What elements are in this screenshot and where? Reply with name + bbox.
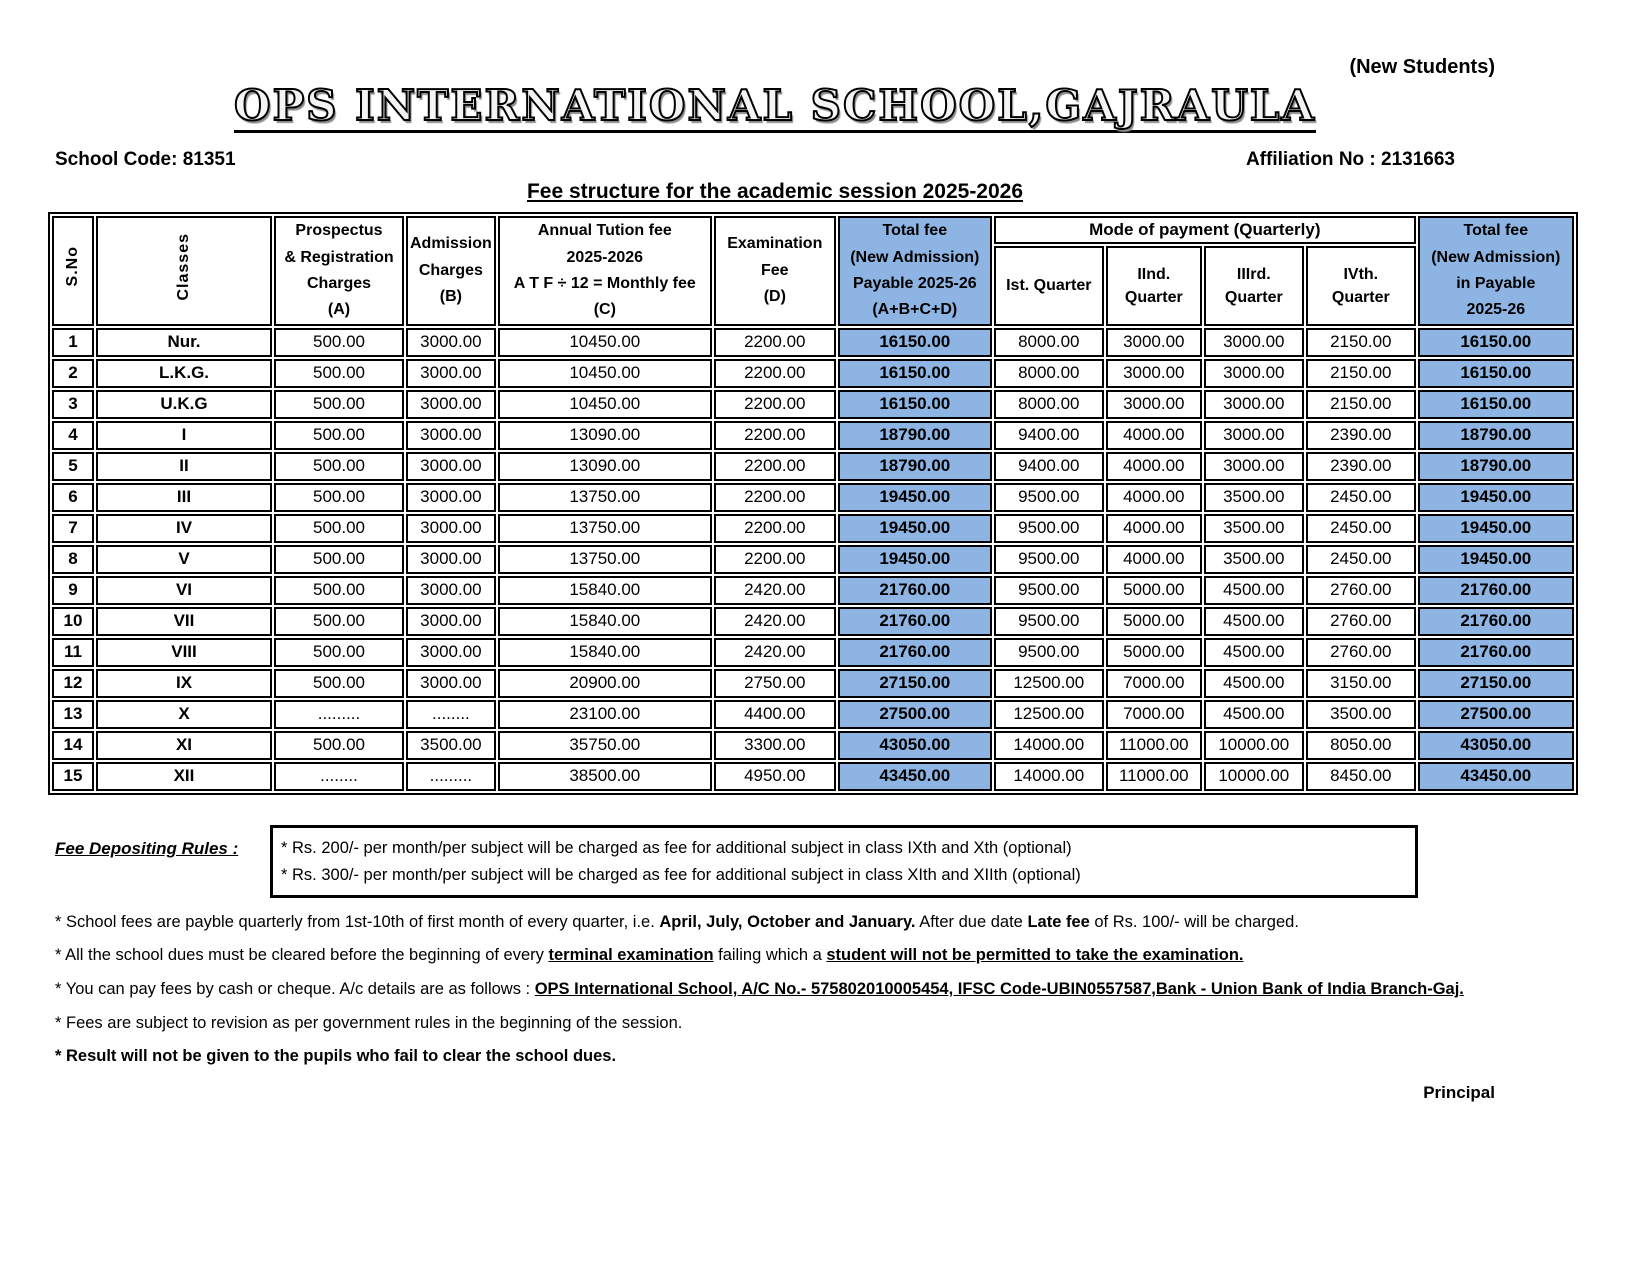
cell-total2: 16150.00 [1418,359,1574,388]
cell-cls: III [96,483,272,512]
fee-depositing-rules-label: Fee Depositing Rules : [55,838,239,858]
cell-q2: 4000.00 [1106,452,1202,481]
table-row [52,638,1574,667]
cell-a: ........ [274,762,404,791]
fee-depositing-rules-box [270,825,1418,898]
cell-cls: V [96,545,272,574]
cell-a: 500.00 [274,514,404,543]
cell-q3: 10000.00 [1204,731,1304,760]
table-row [52,762,1574,791]
cell-total2: 21760.00 [1418,576,1574,605]
table-row [52,452,1574,481]
note: * School fees are payble quarterly from 1st-10th of first month of every quarter, i.e. April, July, October and January. After due date Late fee of Rs. 100/- will be charged. [55,912,1299,931]
cell-q2: 4000.00 [1106,421,1202,450]
cell-a: 500.00 [274,328,404,357]
cell-q2: 5000.00 [1106,607,1202,636]
cell-q2: 7000.00 [1106,700,1202,729]
cell-total2: 18790.00 [1418,452,1574,481]
cell-q3: 3500.00 [1204,514,1304,543]
cell-d: 3300.00 [714,731,836,760]
cell-b: 3000.00 [406,514,496,543]
cell-b: 3000.00 [406,421,496,450]
cell-q2: 4000.00 [1106,545,1202,574]
cell-q4: 2150.00 [1306,328,1416,357]
cell-total: 19450.00 [838,483,992,512]
notes-section [55,912,1650,1067]
cell-c: 10450.00 [498,328,712,357]
cell-sno: 6 [52,483,94,512]
cell-q1: 9500.00 [994,638,1104,667]
cell-total2: 19450.00 [1418,545,1574,574]
new-students-label: (New Students) [1349,56,1495,78]
table-row [52,700,1574,729]
cell-sno: 1 [52,328,94,357]
cell-total2: 19450.00 [1418,514,1574,543]
cell-cls: Nur. [96,328,272,357]
cell-cls: IV [96,514,272,543]
header-classes: Classes [96,216,272,326]
cell-a: 500.00 [274,359,404,388]
cell-total: 27150.00 [838,669,992,698]
cell-a: ......... [274,700,404,729]
cell-d: 4950.00 [714,762,836,791]
affiliation-no: Affiliation No : 2131663 [1245,149,1455,171]
cell-q4: 2760.00 [1306,576,1416,605]
cell-total: 19450.00 [838,514,992,543]
cell-q1: 9500.00 [994,545,1104,574]
cell-q1: 12500.00 [994,669,1104,698]
page-subtitle: Fee structure for the academic session 2025-2026 [526,180,1024,204]
cell-q2: 5000.00 [1106,576,1202,605]
cell-q2: 4000.00 [1106,514,1202,543]
cell-b: 3000.00 [406,576,496,605]
cell-c: 13750.00 [498,483,712,512]
cell-q4: 2760.00 [1306,607,1416,636]
cell-sno: 14 [52,731,94,760]
cell-q4: 8050.00 [1306,731,1416,760]
cell-q2: 3000.00 [1106,390,1202,419]
cell-c: 10450.00 [498,390,712,419]
header-total-fee-left: Total fee (New Admission) Payable 2025-26 (A+B+C+D) [838,216,992,326]
cell-q3: 3000.00 [1204,421,1304,450]
cell-c: 23100.00 [498,700,712,729]
cell-total2: 43050.00 [1418,731,1574,760]
table-row [52,421,1574,450]
table-row [52,514,1574,543]
cell-b: ........ [406,700,496,729]
cell-c: 15840.00 [498,638,712,667]
header-prospectus: Prospectus & Registration Charges (A) [274,216,404,326]
header-exam-fee: Examination Fee (D) [714,216,836,326]
cell-d: 2200.00 [714,452,836,481]
header-quarter-1: Ist. Quarter [994,246,1104,326]
header-total-fee-right: Total fee (New Admission) in Payable 2025-26 [1418,216,1574,326]
cell-c: 20900.00 [498,669,712,698]
note: * Result will not be given to the pupils who fail to clear the school dues. [55,1047,617,1066]
cell-q3: 3500.00 [1204,483,1304,512]
cell-q2: 11000.00 [1106,762,1202,791]
cell-total2: 18790.00 [1418,421,1574,450]
cell-d: 2200.00 [714,328,836,357]
cell-q2: 11000.00 [1106,731,1202,760]
table-row [52,359,1574,388]
cell-total2: 43450.00 [1418,762,1574,791]
cell-q1: 9500.00 [994,576,1104,605]
cell-sno: 5 [52,452,94,481]
cell-total2: 27150.00 [1418,669,1574,698]
cell-c: 15840.00 [498,576,712,605]
cell-q3: 3000.00 [1204,390,1304,419]
cell-sno: 10 [52,607,94,636]
cell-q2: 3000.00 [1106,328,1202,357]
cell-total: 43050.00 [838,731,992,760]
cell-q3: 3500.00 [1204,545,1304,574]
table-row [52,390,1574,419]
cell-d: 2200.00 [714,545,836,574]
cell-q4: 2150.00 [1306,359,1416,388]
header-quarter-3: IIIrd. Quarter [1204,246,1304,326]
cell-cls: II [96,452,272,481]
cell-sno: 9 [52,576,94,605]
cell-sno: 2 [52,359,94,388]
fee-depositing-rules-section [0,825,1650,898]
cell-q4: 8450.00 [1306,762,1416,791]
cell-q4: 2760.00 [1306,638,1416,667]
cell-a: 500.00 [274,576,404,605]
cell-b: 3000.00 [406,607,496,636]
cell-a: 500.00 [274,669,404,698]
cell-sno: 12 [52,669,94,698]
cell-q1: 9400.00 [994,452,1104,481]
cell-sno: 7 [52,514,94,543]
cell-sno: 13 [52,700,94,729]
cell-a: 500.00 [274,731,404,760]
cell-total: 43450.00 [838,762,992,791]
cell-total: 16150.00 [838,390,992,419]
table-row [52,607,1574,636]
cell-q1: 9400.00 [994,421,1104,450]
code-row [0,133,1650,171]
table-row [52,576,1574,605]
cell-total2: 16150.00 [1418,328,1574,357]
cell-b: 3000.00 [406,545,496,574]
cell-c: 15840.00 [498,607,712,636]
cell-sno: 11 [52,638,94,667]
cell-cls: VII [96,607,272,636]
cell-b: 3000.00 [406,390,496,419]
cell-q4: 3150.00 [1306,669,1416,698]
cell-d: 2200.00 [714,359,836,388]
cell-a: 500.00 [274,390,404,419]
rule-line: * Rs. 300/- per month/per subject will be charged as fee for additional subject in class XIth and XIIth (optional) [281,865,1081,884]
school-code: School Code: 81351 [55,149,236,171]
cell-total: 16150.00 [838,359,992,388]
cell-cls: IX [96,669,272,698]
cell-q1: 14000.00 [994,762,1104,791]
cell-d: 2420.00 [714,607,836,636]
table-row [52,669,1574,698]
cell-total: 21760.00 [838,576,992,605]
cell-total: 19450.00 [838,545,992,574]
cell-q3: 4500.00 [1204,607,1304,636]
fee-table [48,212,1578,795]
cell-q1: 9500.00 [994,514,1104,543]
cell-q3: 3000.00 [1204,452,1304,481]
cell-c: 10450.00 [498,359,712,388]
cell-cls: XI [96,731,272,760]
cell-d: 2200.00 [714,390,836,419]
cell-q3: 4500.00 [1204,576,1304,605]
title-row [0,83,1550,133]
cell-sno: 15 [52,762,94,791]
header-quarter-2: IInd. Quarter [1106,246,1202,326]
cell-cls: XII [96,762,272,791]
header-annual-tuition: Annual Tution fee 2025-2026 A T F ÷ 12 = Monthly fee (C) [498,216,712,326]
cell-d: 2200.00 [714,514,836,543]
cell-q4: 3500.00 [1306,700,1416,729]
cell-b: 3000.00 [406,638,496,667]
cell-cls: U.K.G [96,390,272,419]
cell-total2: 27500.00 [1418,700,1574,729]
cell-c: 13750.00 [498,545,712,574]
cell-q1: 12500.00 [994,700,1104,729]
cell-q3: 3000.00 [1204,328,1304,357]
header-admission: Admission Charges (B) [406,216,496,326]
cell-q4: 2450.00 [1306,545,1416,574]
school-title: OPS INTERNATIONAL SCHOOL,GAJRAULA [234,83,1316,133]
cell-q2: 7000.00 [1106,669,1202,698]
cell-q4: 2390.00 [1306,421,1416,450]
principal-label: Principal [1423,1082,1495,1102]
cell-b: 3000.00 [406,669,496,698]
cell-total: 21760.00 [838,638,992,667]
table-row [52,483,1574,512]
header-mode-of-payment: Mode of payment (Quarterly) [994,216,1416,244]
cell-q1: 8000.00 [994,328,1104,357]
cell-b: 3000.00 [406,328,496,357]
cell-cls: X [96,700,272,729]
cell-q1: 14000.00 [994,731,1104,760]
cell-total: 18790.00 [838,452,992,481]
cell-q1: 8000.00 [994,359,1104,388]
cell-b: ......... [406,762,496,791]
cell-q4: 2450.00 [1306,483,1416,512]
cell-total: 21760.00 [838,607,992,636]
cell-q3: 4500.00 [1204,638,1304,667]
cell-d: 2200.00 [714,421,836,450]
cell-total: 16150.00 [838,328,992,357]
subtitle-row [0,180,1550,204]
cell-a: 500.00 [274,421,404,450]
cell-b: 3000.00 [406,359,496,388]
cell-b: 3000.00 [406,452,496,481]
cell-q1: 9500.00 [994,483,1104,512]
cell-total2: 16150.00 [1418,390,1574,419]
cell-q3: 10000.00 [1204,762,1304,791]
cell-total2: 21760.00 [1418,607,1574,636]
cell-a: 500.00 [274,452,404,481]
cell-cls: VIII [96,638,272,667]
header-quarter-4: IVth. Quarter [1306,246,1416,326]
cell-c: 13750.00 [498,514,712,543]
cell-total2: 21760.00 [1418,638,1574,667]
header-sno: S.No [52,216,94,326]
cell-a: 500.00 [274,545,404,574]
cell-q4: 2450.00 [1306,514,1416,543]
cell-d: 2420.00 [714,576,836,605]
note: * You can pay fees by cash or cheque. A/c details are as follows : OPS International School, A/C No.- 575802010005454, IFSC Code-UBIN0557587,Bank - Union Bank of India Branch-Gaj. [55,980,1464,998]
cell-q4: 2390.00 [1306,452,1416,481]
cell-d: 4400.00 [714,700,836,729]
table-row [52,545,1574,574]
cell-b: 3000.00 [406,483,496,512]
table-row [52,328,1574,357]
cell-c: 13090.00 [498,421,712,450]
note: * Fees are subject to revision as per government rules in the beginning of the session. [55,1013,683,1032]
cell-cls: VI [96,576,272,605]
rule-line: * Rs. 200/- per month/per subject will be charged as fee for additional subject in class IXth and Xth (optional) [281,838,1072,857]
cell-total: 18790.00 [838,421,992,450]
table-row [52,731,1574,760]
cell-sno: 4 [52,421,94,450]
cell-c: 38500.00 [498,762,712,791]
cell-q2: 4000.00 [1106,483,1202,512]
cell-q3: 4500.00 [1204,700,1304,729]
cell-q2: 3000.00 [1106,359,1202,388]
cell-q4: 2150.00 [1306,390,1416,419]
cell-total: 27500.00 [838,700,992,729]
cell-q1: 8000.00 [994,390,1104,419]
cell-c: 13090.00 [498,452,712,481]
cell-a: 500.00 [274,607,404,636]
cell-q3: 3000.00 [1204,359,1304,388]
cell-q3: 4500.00 [1204,669,1304,698]
cell-d: 2420.00 [714,638,836,667]
cell-cls: L.K.G. [96,359,272,388]
cell-d: 2200.00 [714,483,836,512]
cell-total2: 19450.00 [1418,483,1574,512]
cell-c: 35750.00 [498,731,712,760]
cell-a: 500.00 [274,638,404,667]
cell-d: 2750.00 [714,669,836,698]
cell-sno: 8 [52,545,94,574]
cell-a: 500.00 [274,483,404,512]
cell-b: 3500.00 [406,731,496,760]
cell-q1: 9500.00 [994,607,1104,636]
cell-cls: I [96,421,272,450]
note: * All the school dues must be cleared before the beginning of every terminal examination failing which a student will not be permitted to take the examination. [55,946,1244,965]
cell-q2: 5000.00 [1106,638,1202,667]
cell-sno: 3 [52,390,94,419]
